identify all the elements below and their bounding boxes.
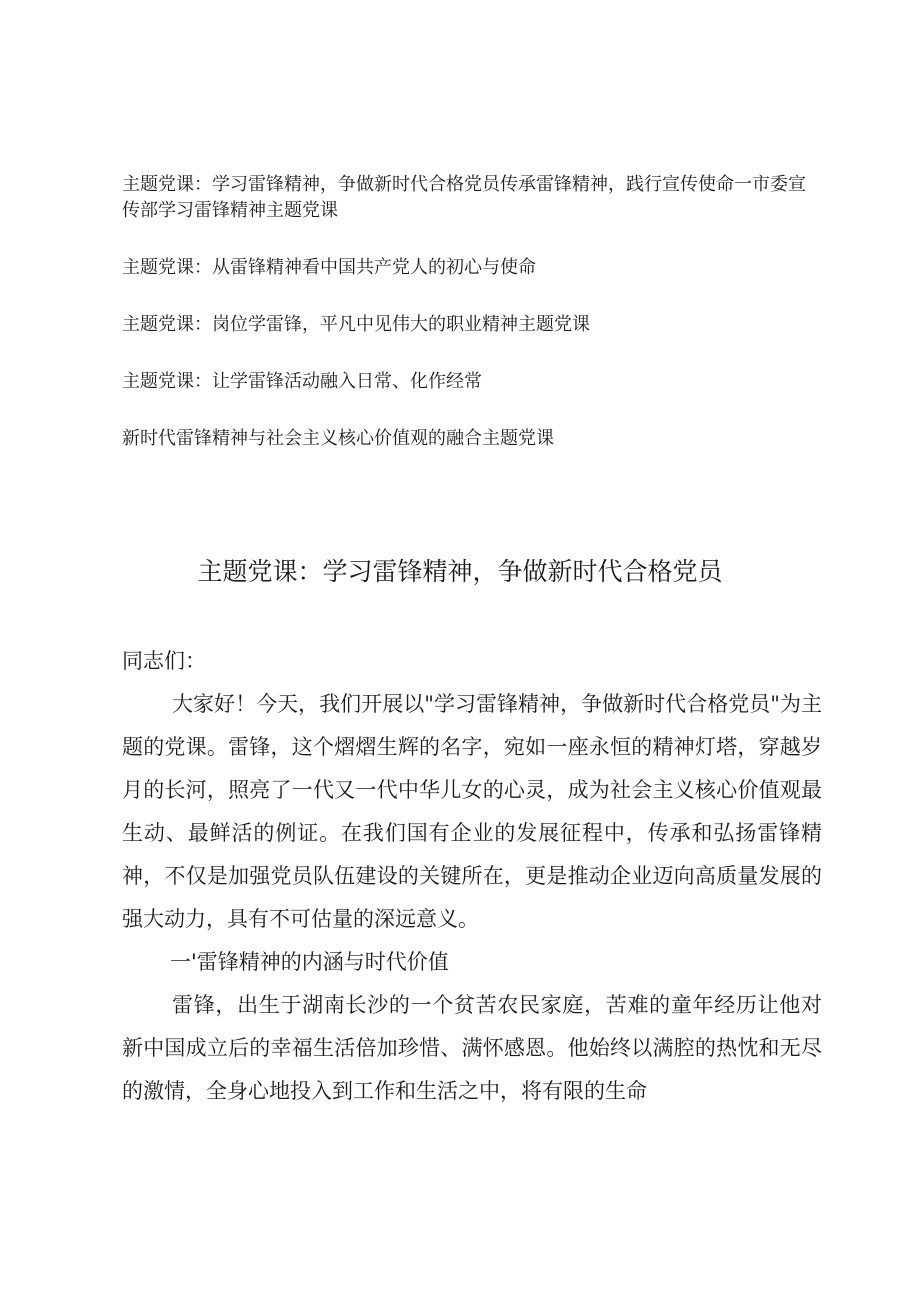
- intro-paragraph: 大家好！今天，我们开展以"学习雷锋精神，争做新时代合格党员"为主题的党课。雷锋，这个熠熠生辉的名字，宛如一座永恒的精神灯塔，穿越岁月的长河，照亮了一代又一代中华儿女的心灵，成为社会主义核心价值观最生动、最鲜活的例证。在我们国有企业的发展征程中，传承和弘扬雷锋精神，不仅是加强党员队伍建设的关键所在，更是推动企业迈向高质量发展的强大动力，具有不可估量的深远意义。: [122, 692, 822, 931]
- toc-item: 主题党课：从雷锋精神看中国共产党人的初心与使命: [122, 257, 536, 278]
- toc-item: 主题党课：学习雷锋精神，争做新时代合格党员传承雷锋精神，践行宣传使命一市委宣传部学习雷锋精神主题党课: [122, 174, 806, 221]
- section-heading: 一'雷锋精神的内涵与时代价值: [170, 950, 449, 974]
- salutation: 同志们：: [122, 649, 206, 673]
- toc-item: 主题党课：岗位学雷锋，平凡中见伟大的职业精神主题党课: [122, 314, 590, 335]
- section-paragraph: 雷锋，出生于湖南长沙的一个贫苦农民家庭，苦难的童年经历让他对新中国成立后的幸福生活倍加珍惜、满怀感恩。他始终以满腔的热忱和无尽的激情，全身心地投入到工作和生活之中，将有限的生命: [122, 993, 822, 1103]
- table-of-contents: [122, 172, 822, 483]
- toc-item: 主题党课：让学雷锋活动融入日常、化作经常: [122, 371, 482, 392]
- article-body: [122, 640, 822, 1113]
- document-title: 主题党课：学习雷锋精神，争做新时代合格党员: [197, 557, 723, 586]
- toc-item: 新时代雷锋精神与社会主义核心价值观的融合主题党课: [122, 428, 554, 449]
